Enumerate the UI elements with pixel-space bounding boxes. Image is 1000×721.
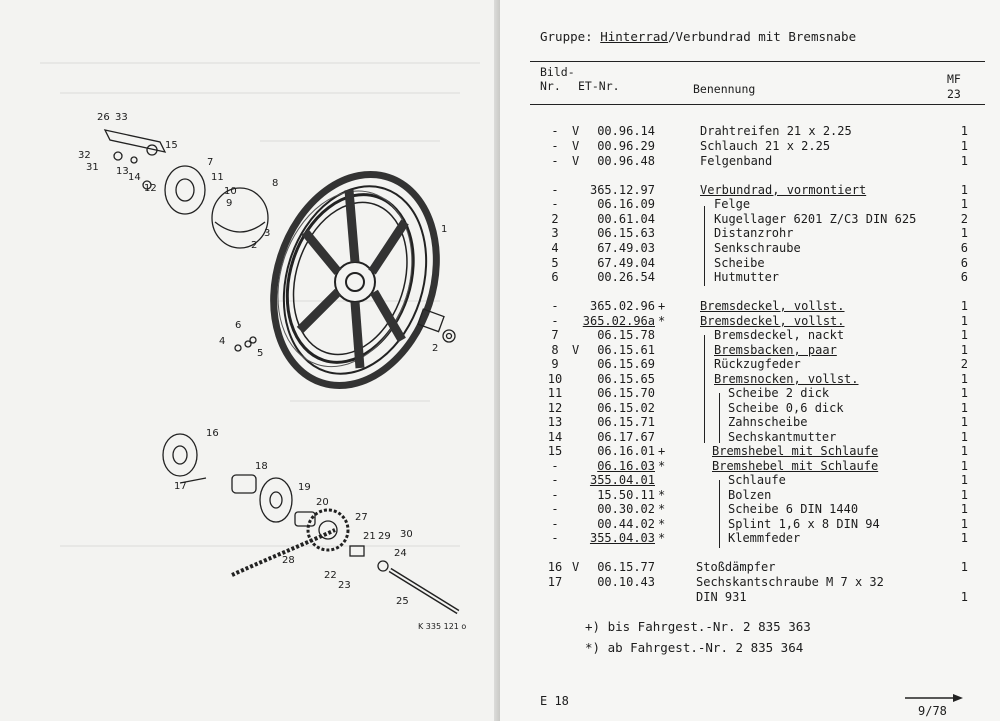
et-nr: 06.17.67: [597, 430, 655, 444]
et-nr: 355.04.03: [589, 531, 655, 545]
callout: 11: [211, 172, 224, 183]
parts-row: [530, 357, 980, 371]
part-name: Verbundrad, vormontiert: [700, 183, 867, 197]
et-nr: 00.26.54: [597, 270, 655, 284]
figure-reference: K 335 121 o: [418, 622, 467, 631]
et-nr: 00.44.02: [597, 517, 655, 531]
group-prefix: Gruppe:: [540, 29, 593, 44]
mf-qty: 1: [960, 124, 968, 138]
header-top-rule: [530, 61, 985, 62]
part-name: Zahnscheibe: [728, 415, 808, 429]
parts-row: [530, 502, 980, 516]
callout: 13: [116, 166, 129, 177]
mf-qty: 1: [960, 560, 968, 574]
remark: *: [658, 502, 666, 516]
mf-qty: 1: [960, 183, 968, 197]
part-name: Bremshebel mit Schlaufe: [712, 444, 879, 458]
wheel-hub: [300, 190, 405, 368]
bild-nr: 3: [551, 226, 559, 240]
mf-qty: 1: [960, 139, 968, 153]
callout: 12: [144, 183, 157, 194]
callout: 33: [115, 112, 128, 123]
header-name: Benennung: [693, 82, 756, 96]
et-nr: 00.30.02: [597, 502, 655, 516]
exploded-wheel-diagram: [0, 0, 490, 650]
et-nr: 355.04.01: [589, 473, 655, 487]
part-name: Scheibe 2 dick: [728, 386, 830, 400]
part-name: Scheibe 6 DIN 1440: [728, 502, 859, 516]
bild-nr: -: [551, 517, 559, 531]
bild-nr: 7: [551, 328, 559, 342]
part-name: DIN 931: [696, 590, 747, 604]
part-name: Rückzugfeder: [714, 357, 801, 371]
part-name: Felgenband: [700, 154, 773, 168]
mf-qty: 1: [960, 590, 968, 604]
remark: *: [658, 459, 666, 473]
bild-nr: -: [551, 473, 559, 487]
bild-nr: 13: [547, 415, 563, 429]
group-rest: /Verbundrad mit Bremsnabe: [667, 29, 857, 44]
parts-row: [530, 531, 980, 545]
parts-row: [530, 560, 980, 574]
mf-qty: 1: [960, 459, 968, 473]
mf-qty: 1: [960, 488, 968, 502]
part-name: Scheibe 0,6 dick: [728, 401, 844, 415]
v-mark: V: [572, 124, 580, 138]
et-nr: 06.15.70: [597, 386, 655, 400]
parts-row: [530, 197, 980, 211]
remark: *: [658, 314, 666, 328]
remark: +: [658, 444, 666, 458]
bild-nr: 9: [551, 357, 559, 371]
mf-qty: 1: [960, 531, 968, 545]
group-main: Hinterrad: [600, 29, 668, 44]
remark: *: [658, 517, 666, 531]
callout: 5: [257, 348, 264, 359]
bild-nr: -: [551, 124, 559, 138]
part-name: Sechskantmutter: [728, 430, 837, 444]
et-nr: 06.15.02: [597, 401, 655, 415]
bild-nr: 11: [547, 386, 563, 400]
bild-nr: -: [551, 314, 559, 328]
part-name: Scheibe: [714, 256, 765, 270]
mf-qty: 1: [960, 386, 968, 400]
header-bild: Bild-: [540, 65, 575, 79]
bild-nr: -: [551, 139, 559, 153]
part-name: Sechskantschraube M 7 x 32: [696, 575, 884, 589]
callout: 27: [355, 512, 368, 523]
parts-row: [530, 372, 980, 386]
et-nr: 00.96.48: [597, 154, 655, 168]
callout: 31: [86, 162, 99, 173]
bild-nr: 8: [551, 343, 559, 357]
bild-nr: 15: [547, 444, 563, 458]
et-nr: 00.96.14: [597, 124, 655, 138]
bild-nr: 4: [551, 241, 559, 255]
parts-row: [530, 488, 980, 502]
callout: 6: [235, 320, 242, 331]
parts-row: [530, 154, 980, 168]
callout: 2: [432, 343, 439, 354]
et-nr: 00.96.29: [597, 139, 655, 153]
parts-row: [530, 386, 980, 400]
parts-row: [530, 212, 980, 226]
et-nr: 06.15.61: [597, 343, 655, 357]
parts-row: [530, 256, 980, 270]
header-nr: Nr.: [540, 79, 561, 93]
mf-qty: 1: [960, 517, 968, 531]
bild-nr: -: [551, 502, 559, 516]
next-page-arrow-icon: [905, 693, 965, 703]
et-nr: 06.15.63: [597, 226, 655, 240]
part-name: Bremsdeckel, vollst.: [700, 299, 845, 313]
header-mf: MF: [947, 72, 961, 86]
parts-row: [530, 473, 980, 487]
parts-row: [530, 590, 980, 604]
parts-row: [530, 314, 980, 328]
callout: 25: [396, 596, 409, 607]
parts-row: [530, 401, 980, 415]
mf-qty: 6: [960, 270, 968, 284]
parts-row: [530, 299, 980, 313]
et-nr: 06.15.69: [597, 357, 655, 371]
bild-nr: 16: [547, 560, 563, 574]
mf-qty: 2: [960, 212, 968, 226]
parts-row: [530, 241, 980, 255]
et-nr: 00.61.04: [597, 212, 655, 226]
mf-qty: 6: [960, 256, 968, 270]
mf-qty: 6: [960, 241, 968, 255]
bild-nr: 5: [551, 256, 559, 270]
part-name: Schlauch 21 x 2.25: [700, 139, 831, 153]
header-bottom-rule: [530, 104, 985, 105]
bild-nr: -: [551, 299, 559, 313]
callout: 21: [363, 531, 376, 542]
footnote-star: *) ab Fahrgest.-Nr. 2 835 364: [585, 640, 804, 655]
callout: 2: [251, 240, 258, 251]
mf-qty: 1: [960, 401, 968, 415]
parts-row: [530, 459, 980, 473]
parts-row: [530, 183, 980, 197]
mf-qty: 1: [960, 343, 968, 357]
callout: 29: [378, 531, 391, 542]
callout: 3: [264, 228, 271, 239]
bild-nr: 14: [547, 430, 563, 444]
part-name: Drahtreifen 21 x 2.25: [700, 124, 852, 138]
parts-row: [530, 575, 980, 589]
bild-nr: -: [551, 183, 559, 197]
parts-row: [530, 124, 980, 138]
v-mark: V: [572, 139, 580, 153]
callout: 28: [282, 555, 295, 566]
parts-row: [530, 328, 980, 342]
part-name: Felge: [714, 197, 751, 211]
callout: 26: [97, 112, 110, 123]
part-name: Bremsbacken, paar: [714, 343, 837, 357]
footnote-plus: +) bis Fahrgest.-Nr. 2 835 363: [585, 619, 811, 634]
part-name: Distanzrohr: [714, 226, 794, 240]
mf-qty: 1: [960, 430, 968, 444]
bild-nr: -: [551, 197, 559, 211]
parts-row: [530, 430, 980, 444]
et-nr: 365.02.96a: [582, 314, 655, 328]
mf-qty: 1: [960, 502, 968, 516]
et-nr: 06.15.65: [597, 372, 655, 386]
bild-nr: 2: [551, 212, 559, 226]
callout: 18: [255, 461, 268, 472]
et-nr: 365.02.96: [589, 299, 655, 313]
et-nr: 365.12.97: [589, 183, 655, 197]
callout: 30: [400, 529, 413, 540]
header-et: ET-Nr.: [578, 79, 620, 93]
bild-nr: 6: [551, 270, 559, 284]
parts-row: [530, 139, 980, 153]
mf-qty: 1: [960, 372, 968, 386]
mf-qty: 1: [960, 299, 968, 313]
mf-qty: 1: [960, 473, 968, 487]
et-nr: 67.49.03: [597, 241, 655, 255]
callout: 16: [206, 428, 219, 439]
part-name: Bolzen: [728, 488, 772, 502]
header-mf-number: 23: [947, 87, 961, 101]
group-heading: [540, 29, 856, 44]
bild-nr: 10: [547, 372, 563, 386]
bild-nr: -: [551, 459, 559, 473]
part-name: Schlaufe: [728, 473, 786, 487]
part-name: Stoßdämpfer: [696, 560, 776, 574]
et-nr: 06.16.09: [597, 197, 655, 211]
mf-qty: 1: [960, 314, 968, 328]
et-nr: 15.50.11: [597, 488, 655, 502]
callout: 9: [226, 198, 233, 209]
et-nr: 06.15.78: [597, 328, 655, 342]
callout: 23: [338, 580, 351, 591]
page-date: 9/78: [918, 704, 947, 718]
callout: 7: [207, 157, 214, 168]
parts-row: [530, 517, 980, 531]
mf-qty: 1: [960, 328, 968, 342]
mf-qty: 1: [960, 154, 968, 168]
mf-qty: 1: [960, 415, 968, 429]
parts-row: [530, 343, 980, 357]
et-nr: 00.10.43: [597, 575, 655, 589]
callout: 14: [128, 172, 141, 183]
callout: 24: [394, 548, 407, 559]
callout: 4: [219, 336, 226, 347]
remark: *: [658, 488, 666, 502]
v-mark: V: [572, 343, 580, 357]
parts-row: [530, 444, 980, 458]
callout: 8: [272, 178, 279, 189]
callout: 15: [165, 140, 178, 151]
part-name: Bremsdeckel, nackt: [714, 328, 845, 342]
remark: *: [658, 531, 666, 545]
part-name: Hutmutter: [714, 270, 780, 284]
et-nr: 06.15.77: [597, 560, 655, 574]
bild-nr: -: [551, 531, 559, 545]
callout: 17: [174, 481, 187, 492]
callout: 10: [224, 186, 237, 197]
v-mark: V: [572, 560, 580, 574]
bild-nr: -: [551, 154, 559, 168]
part-name: Klemmfeder: [728, 531, 801, 545]
mf-qty: 2: [960, 357, 968, 371]
parts-row: [530, 270, 980, 284]
bild-nr: 17: [547, 575, 563, 589]
et-nr: 06.15.71: [597, 415, 655, 429]
callout: 1: [441, 224, 448, 235]
parts-row: [530, 415, 980, 429]
callout: 19: [298, 482, 311, 493]
parts-row: [530, 226, 980, 240]
part-name: Bremshebel mit Schlaufe: [712, 459, 879, 473]
et-nr: 06.16.03: [597, 459, 655, 473]
mf-qty: 1: [960, 226, 968, 240]
part-name: Bremsnocken, vollst.: [714, 372, 859, 386]
mf-qty: 1: [960, 444, 968, 458]
callout: 20: [316, 497, 329, 508]
callout: 32: [78, 150, 91, 161]
part-name: Senkschraube: [714, 241, 801, 255]
part-name: Kugellager 6201 Z/C3 DIN 625: [714, 212, 917, 226]
et-nr: 67.49.04: [597, 256, 655, 270]
et-nr: 06.16.01: [597, 444, 655, 458]
bild-nr: -: [551, 488, 559, 502]
v-mark: V: [572, 154, 580, 168]
part-name: Splint 1,6 x 8 DIN 94: [728, 517, 880, 531]
remark: +: [658, 299, 666, 313]
bild-nr: 12: [547, 401, 563, 415]
page-code: E 18: [540, 694, 569, 708]
callout: 22: [324, 570, 337, 581]
part-name: Bremsdeckel, vollst.: [700, 314, 845, 328]
mf-qty: 1: [960, 197, 968, 211]
